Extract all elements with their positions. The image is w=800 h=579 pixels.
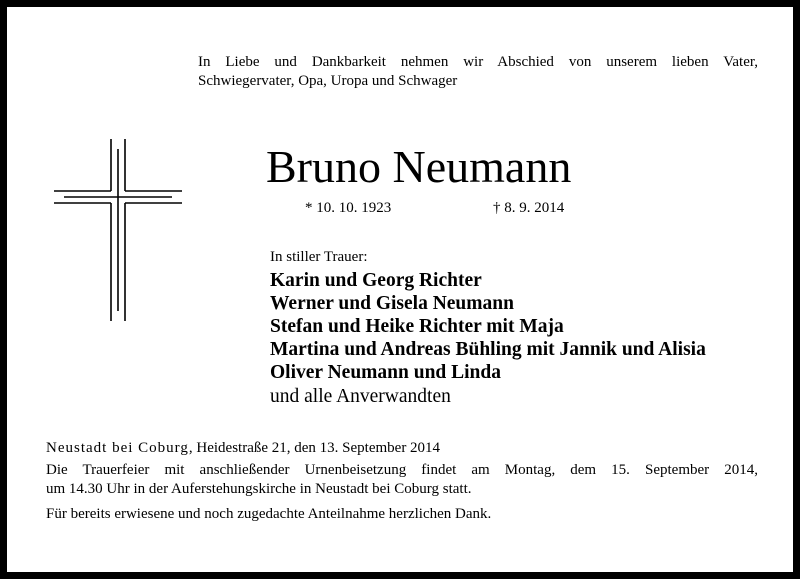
other-relatives: und alle Anverwandten — [270, 386, 451, 407]
ceremony-text — [46, 461, 758, 499]
place-date-line — [46, 439, 440, 458]
intro-line-2: Schwiegervater, Opa, Uropa und Schwager — [198, 73, 458, 89]
mourners-list — [270, 269, 706, 384]
ceremony-line-1: Die Trauerfeier mit anschließender Urnenbeisetzung findet am Montag, dem 15. September 2014, — [46, 462, 758, 478]
birth-date: * 10. 10. 1923 — [305, 200, 392, 216]
mourner-entry: Martina und Andreas Bühling mit Jannik und Alisia — [270, 339, 706, 360]
mourner-entry: Stefan und Heike Richter mit Maja — [270, 316, 564, 337]
ceremony-line-2: um 14.30 Uhr in der Auferstehungskirche in Neustadt bei Coburg statt. — [46, 481, 472, 497]
death-date: † 8. 9. 2014 — [493, 200, 565, 216]
mourner-entry: Oliver Neumann und Linda — [270, 362, 502, 383]
address-date: , Heidestraße 21, den 13. September 2014 — [188, 440, 441, 456]
thanks-text: Für bereits erwiesene und noch zugedachte Anteilnahme herzlichen Dank. — [46, 506, 492, 522]
obituary-notice — [7, 7, 793, 572]
mourner-entry: Werner und Gisela Neumann — [270, 293, 514, 314]
intro-text — [198, 53, 758, 91]
mourner-entry: Karin und Georg Richter — [270, 270, 482, 291]
deceased-name: Bruno Neumann — [266, 141, 572, 192]
intro-line-1: In Liebe und Dankbarkeit nehmen wir Abschied von unserem lieben Vater, — [198, 54, 758, 70]
place-name: Neustadt bei Coburg — [46, 440, 189, 456]
mourning-label: In stiller Trauer: — [270, 249, 368, 265]
cross-icon — [54, 139, 182, 321]
